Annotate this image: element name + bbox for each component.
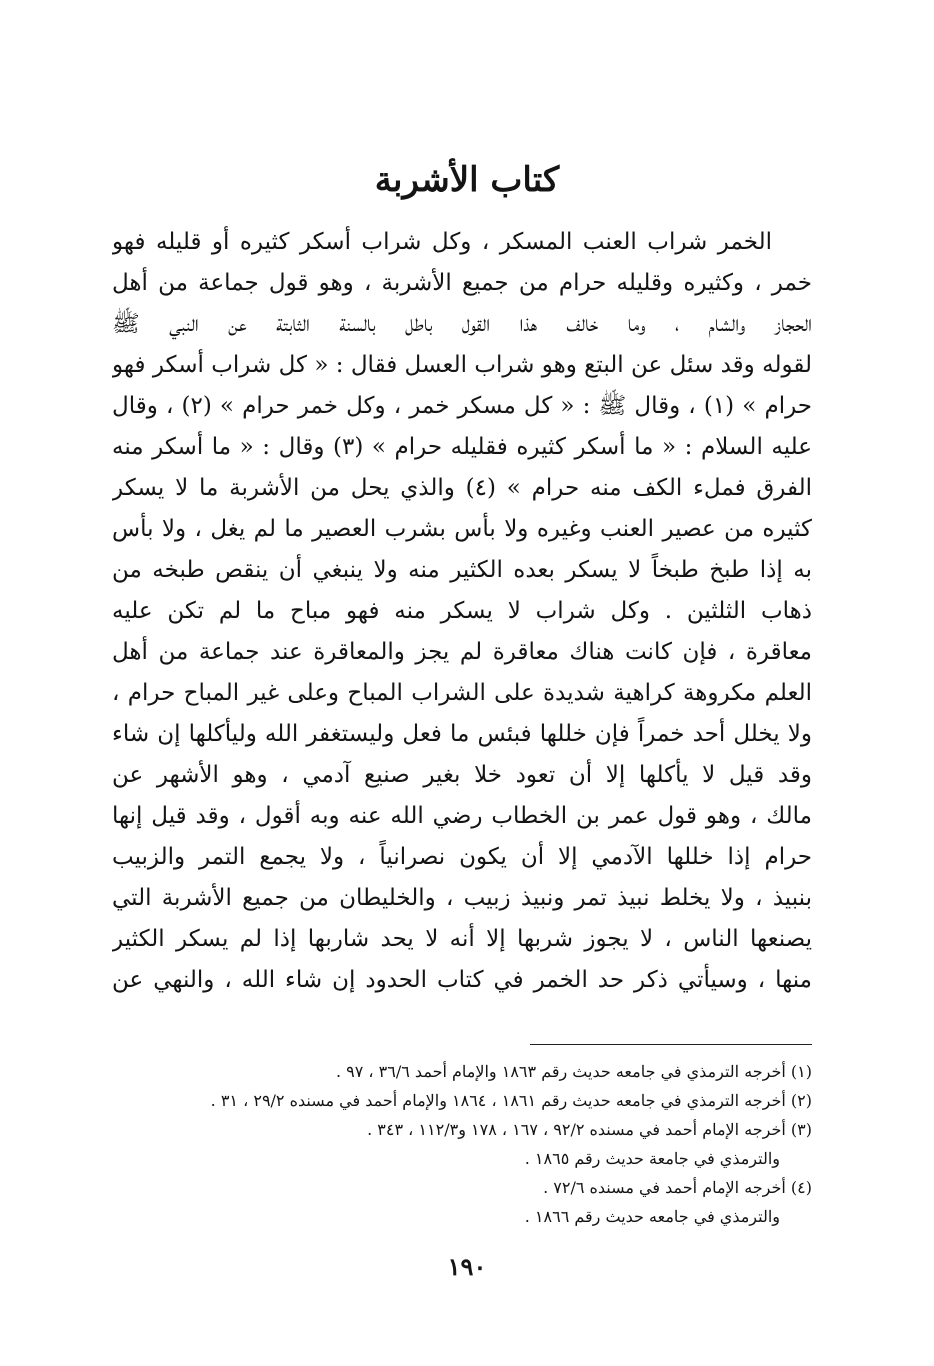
text-line: ولا يخلل أحد خمراً فإن خللها فبئس ما فعل وليستغفر الله وليأكلها إن شاء <box>112 721 812 747</box>
text-line: الحجاز والشام ، وما خالف هذا القول باطل بالسنة الثابتة عن النبي ﷺ <box>112 311 812 337</box>
text-line: حرام » (١) ، وقال ﷺ : « كل مسكر خمر ، وكل خمر حرام » (٢) ، وقال <box>112 393 812 419</box>
text-line: بنبيذ ، ولا يخلط نبيذ تمر ونبيذ زبيب ، والخليطان من جميع الأشربة التي <box>112 885 812 911</box>
page-number: ١٩٠ <box>447 1252 487 1281</box>
text-line: الفرق فملء الكف منه حرام » (٤) والذي يحل من الأشربة ما لا يسكر <box>112 475 812 501</box>
text-line: يصنعها الناس ، لا يجوز شربها إلا أنه لا يحد شاربها إذا لم يسكر الكثير <box>112 926 812 952</box>
text-line: لقوله وقد سئل عن البتع وهو شراب العسل فقال : « كل شراب أسكر فهو <box>112 352 812 378</box>
text-line: وقد قيل لا يأكلها إلا أن تعود خلا بغير صنيع آدمي ، وهو الأشهر عن <box>112 762 812 788</box>
footnote: (٤) أخرجه الإمام أحمد في مسنده ٧٢/٦ . <box>543 1178 812 1197</box>
text-line: معاقرة ، فإن كانت هناك معاقرة لم يجز والمعاقرة عند جماعة من أهل <box>112 639 812 665</box>
footnote-divider <box>530 1044 812 1045</box>
chapter-title: كتاب الأشربة <box>374 160 560 200</box>
footnote: (٣) أخرجه الإمام أحمد في مسنده ٩٢/٢ ، ١٦٧ ، ١٧٨ و١١٢/٣ ، ٣٤٣ . <box>367 1120 812 1139</box>
text-line: الخمر شراب العنب المسكر ، وكل شراب أسكر كثيره أو قليله فهو <box>112 229 772 255</box>
text-line: عليه السلام : « ما أسكر كثيره فقليله حرام » (٣) وقال : « ما أسكر منه <box>112 434 812 460</box>
text-line: العلم مكروهة كراهية شديدة على الشراب المباح وعلى غير المباح حرام ، <box>112 680 812 706</box>
footnotes <box>110 1057 812 1231</box>
text-line: خمر ، وكثيره وقليله حرام من جميع الأشربة ، وهو قول جماعة من أهل <box>112 270 812 296</box>
text-line: كثيره من عصير العنب وغيره ولا بأس بشرب العصير ما لم يغل ، ولا بأس <box>112 516 812 542</box>
text-line: حرام إذا خللها الآدمي إلا أن يكون نصرانياً ، ولا يجمع التمر والزبيب <box>112 844 812 870</box>
text-line: مالك ، وهو قول عمر بن الخطاب رضي الله عنه وبه أقول ، وقد قيل إنها <box>112 803 812 829</box>
footnote-continuation: والترمذي في جامعة حديث رقم ١٨٦٥ . <box>524 1149 780 1168</box>
footnote: (١) أخرجه الترمذي في جامعه حديث رقم ١٨٦٣ والإمام أحمد ٣٦/٦ ، ٩٧ . <box>335 1062 812 1081</box>
text-line: ذهاب الثلثين . وكل شراب لا يسكر منه فهو مباح ما لم تكن عليه <box>112 598 812 624</box>
text-line: منها ، وسيأتي ذكر حد الخمر في كتاب الحدود إن شاء الله ، والنهي عن <box>112 967 812 993</box>
footnote: (٢) أخرجه الترمذي في جامعه حديث رقم ١٨٦١ ، ١٨٦٤ والإمام أحمد في مسنده ٢٩/٢ ، ٣١ . <box>210 1091 812 1110</box>
body-text <box>112 222 812 1001</box>
footnote-continuation: والترمذي في جامعه حديث رقم ١٨٦٦ . <box>524 1207 780 1226</box>
text-line: به إذا طبخ طبخاً لا يسكر بعده الكثير منه ولا ينبغي أن ينقص طبخه من <box>112 557 812 583</box>
